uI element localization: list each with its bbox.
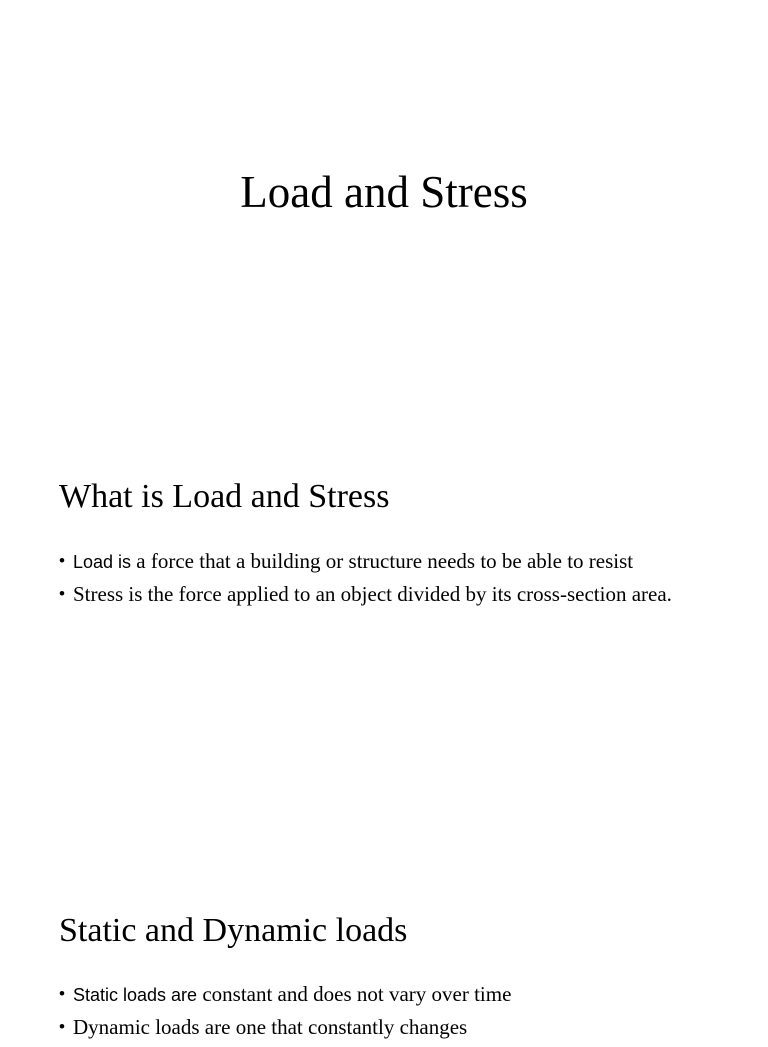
bullet-term: Static loads are xyxy=(73,985,198,1005)
bullet-icon: • xyxy=(59,584,65,603)
bullet-item-load xyxy=(59,549,699,574)
bullet-text: a force that a building or structure needs to be able to resist xyxy=(131,549,634,573)
bullet-text: Dynamic loads are one that constantly changes xyxy=(73,1015,468,1039)
bullet-icon: • xyxy=(59,1017,65,1036)
bullet-term: Load is xyxy=(73,552,132,572)
bullet-list xyxy=(59,549,699,614)
bullet-icon: • xyxy=(59,551,65,570)
bullet-icon: • xyxy=(59,984,65,1003)
bullet-text: Stress is the force applied to an object divided by its cross-section area. xyxy=(73,582,672,606)
slide-what-is-load-and-stress xyxy=(0,432,768,864)
bullet-item-stress xyxy=(59,582,699,606)
bullet-item-dynamic-loads xyxy=(59,1015,699,1039)
bullet-text: constant and does not vary over time xyxy=(197,982,512,1006)
bullet-list xyxy=(59,982,699,1047)
title-slide xyxy=(0,0,768,432)
bullet-item-static-loads xyxy=(59,982,699,1007)
slide-heading: Static and Dynamic loads xyxy=(59,912,408,949)
slide-static-and-dynamic-loads xyxy=(0,864,768,1039)
presentation-title: Load and Stress xyxy=(240,167,528,217)
slide-heading: What is Load and Stress xyxy=(59,478,390,515)
